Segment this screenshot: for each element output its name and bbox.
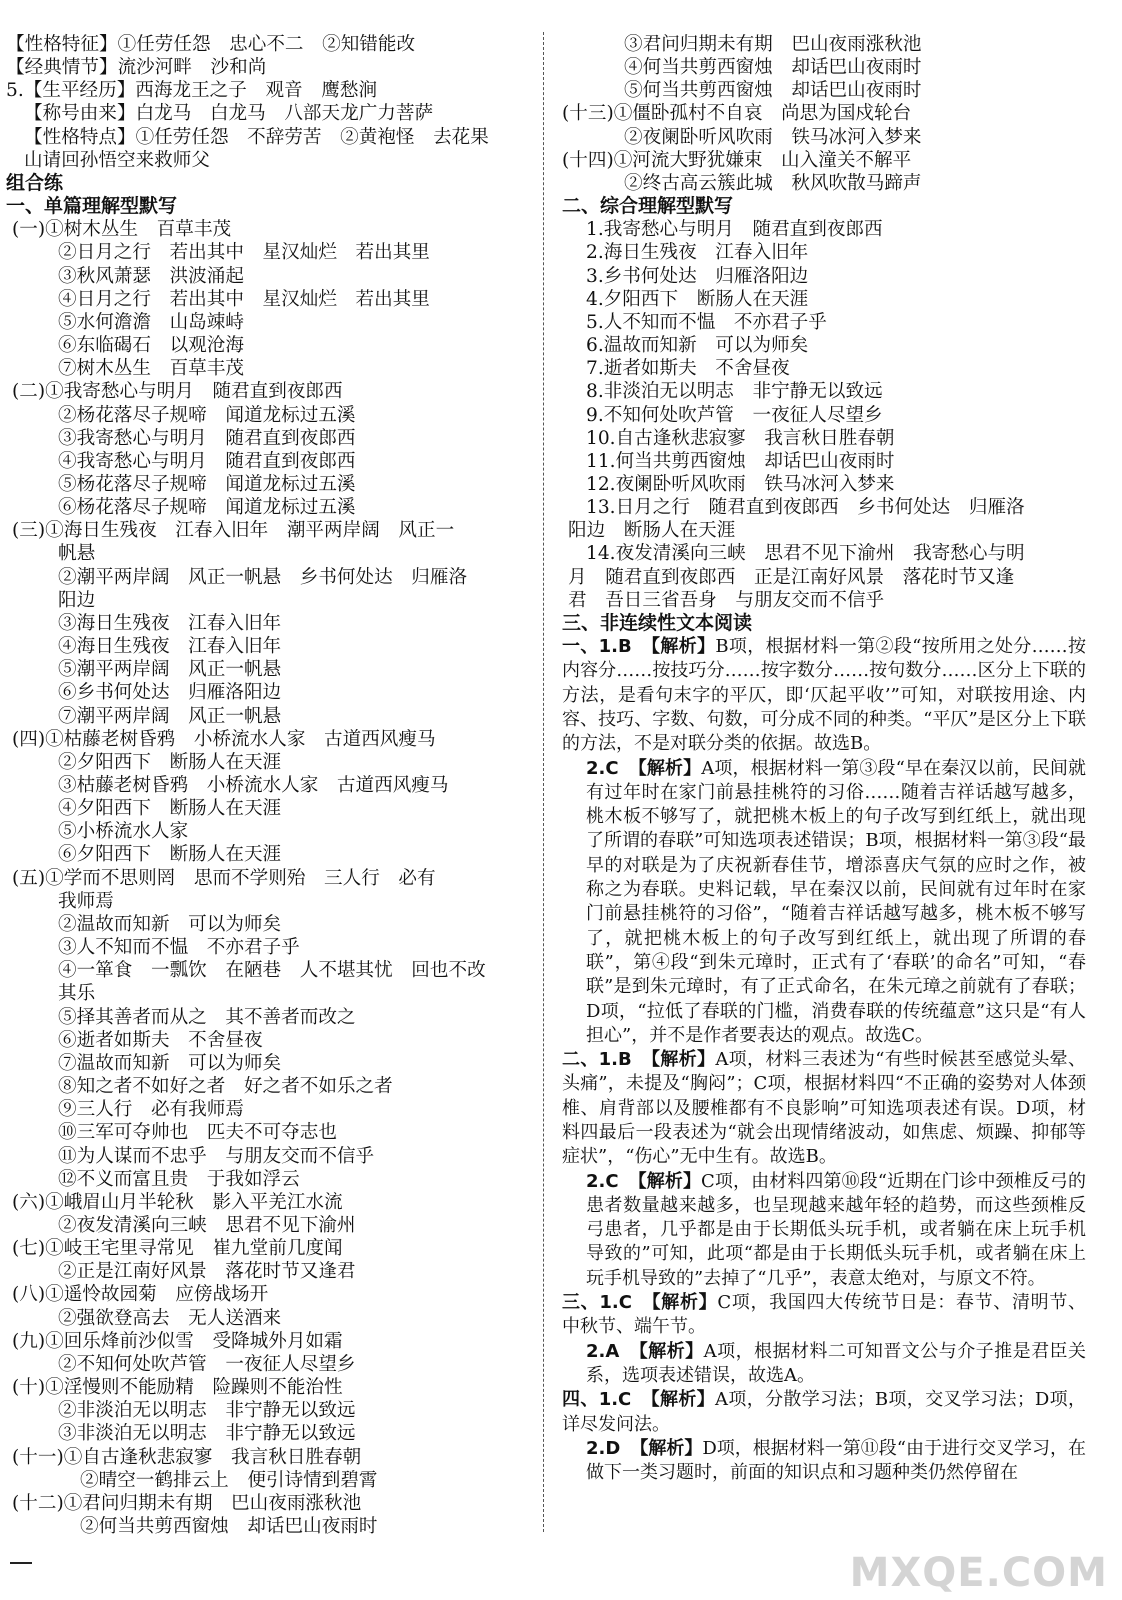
recitation-line: ③秋风萧瑟 洪波涌起 [58,265,244,287]
recitation-line: (十四)①河流大野犹嫌束 山入潼关不解平 [562,149,912,171]
answer-item [562,635,1086,756]
recitation-line: 2.海日生残夜 江春入旧年 [586,242,809,264]
analysis-text: C项，由材料四第⑩段“近期在门诊中颈椎反弓的患者数量越来越多，也呈现越来越年轻的趋势，而这些颈椎反弓患者，几乎都是由于长期低头玩手机，或者躺在床上玩手机导致的”可知，此项“都是由于长期低头玩手机，或者躺在床上玩手机导致的”去掉了“几乎”，表意太绝对，与原文不符。 [586,1170,1086,1289]
recitation-line: 13.日月之行 随君直到夜郎西 乡书何处达 归雁洛 [586,497,1025,519]
recitation-line: ②非淡泊无以明志 非宁静无以致远 [58,1400,356,1422]
left-column [6,33,526,1538]
recitation-line: ②晴空一鹤排云上 便引诗情到碧霄 [80,1469,378,1491]
answer-number: 四、1.C [562,1389,632,1411]
section-title: 组合练 [6,171,64,194]
answer-number: 2.C [586,757,619,779]
recitation-line: 阳边 [58,589,96,611]
recitation-line: ④一箪食 一瓢饮 在陋巷 人不堪其忧 回也不改 [58,960,486,982]
right-column [562,33,1086,1485]
analysis-tag: 【解析】 [628,1170,702,1192]
recitation-line: (十一)①自古逢秋悲寂寥 我言秋日胜春朝 [12,1446,362,1468]
non-continuous-reading-answers [562,635,1086,1485]
recitation-line: ⑤择其善者而从之 其不善者而改之 [58,1006,356,1028]
text-line: 【经典情节】流沙河畔 沙和尚 [6,57,267,79]
recitation-line: (十)①淫慢则不能励精 险躁则不能治性 [12,1377,343,1399]
part-title: 一、单篇理解型默写 [6,195,178,218]
recitation-line: ⑤水何澹澹 山岛竦峙 [58,311,244,333]
analysis-tag: 【解析】 [641,1049,716,1071]
analysis-text: D项，根据材料一第⑪段“由于进行交叉学习，在做下一类习题时，前面的知识点和习题种类仍然停留在 [586,1437,1086,1484]
recitation-line: (一)①树木丛生 百草丰茂 [12,219,232,241]
recitation-line: ⑩三军可夺帅也 匹夫不可夺志也 [58,1122,337,1144]
recitation-line: 3.乡书何处达 归雁洛阳边 [586,265,809,287]
answer-item [562,1340,1086,1389]
recitation-line: 7.逝者如斯夫 不舍昼夜 [586,358,790,380]
recitation-line: ③我寄愁心与明月 随君直到夜郎西 [58,427,356,449]
recitation-line: (三)①海日生残夜 江春入旧年 潮平两岸阔 风正一 [12,520,455,542]
recitation-line: ②杨花落尽子规啼 闻道龙标过五溪 [58,404,356,426]
analysis-text: A项，材料三表述为“有些时候甚至感觉头晕、头痛”，未提及“胸闷”；C项，根据材料四“不正确的姿势对人体颈椎、肩背部以及腰椎都有不良影响”可知选项表述有误。D项，材料四最后一段表述为“就会出现情绪波动，如焦虑、烦躁、抑郁等症状”，“伤心”无中生有。故选B。 [562,1049,1087,1168]
recitation-line: ③枯藤老树昏鸦 小桥流水人家 古道西风瘦马 [58,775,449,796]
footer-rule [10,1562,32,1564]
recitation-line: ⑥夕阳西下 断肠人在天涯 [58,844,282,866]
recitation-line: 君 吾日三省吾身 与朋友交而不信乎 [568,589,885,611]
recitation-line: 12.夜阑卧听风吹雨 铁马冰河入梦来 [586,473,895,495]
recitation-line: ③人不知而不愠 不亦君子乎 [58,937,300,959]
recitation-line: (六)①峨眉山月半轮秋 影入平羌江水流 [12,1191,343,1213]
analysis-text: A项，根据材料一第③段“早在秦汉以前，民间就有过年时在家门前悬挂桃符的习俗……随着吉祥话越写越多，桃木板不够写了，就把桃木板上的句子改写到红纸上，就出现了所谓的春联”可知选项表述错误；B项，根据材料一第③段“最早的对联是为了庆祝新春佳节，增添喜庆气氛的应时之作，被称之为春联。史料记载，早在秦汉以前，民间就有过年时在家门前悬挂桃符的习俗”，“随着吉祥话越写越多，桃木板不够写了，就把桃木板上的句子改写到红纸上，就出现了所谓的春联”，第④段“到朱元璋时，正式有了‘春联’的命名”可知，“春联”是到朱元璋时，有了正式命名，在朱元璋之前就有了春联；D项，“拉低了春联的门槛，消费春联的传统蕴意”这只是“有人担心”，并不是作者要表达的观点。故选C。 [586,757,1087,1046]
text-line: 【性格特点】①任劳任怨 不辞劳苦 ②黄袍怪 去花果 [24,126,489,148]
analysis-text: B项，根据材料一第②段“按所用之处分……按内容分……按技巧分……按字数分……按句数分……区分上下联的方法，是看句末字的平仄，即‘仄起平收’”可知，对联按用途、内容、技巧、字数、句数，可分成不同的种类。“平仄”是区分上下联的方法，不是对联分类的依据。故选B。 [562,636,1086,755]
recitation-line: ⑥杨花落尽子规啼 闻道龙标过五溪 [58,497,356,519]
answer-item [562,1170,1086,1291]
recitation-line: ④我寄愁心与明月 随君直到夜郎西 [58,450,356,472]
answer-number: 三、1.C [562,1292,632,1314]
recitation-line: ⑫不义而富且贵 于我如浮云 [58,1168,300,1190]
recitation-line: ③非淡泊无以明志 非宁静无以致远 [58,1423,356,1445]
recitation-line: (二)①我寄愁心与明月 随君直到夜郎西 [12,381,343,403]
recitation-line: 帆悬 [58,543,96,565]
column-divider [543,32,544,1532]
recitation-line: ④日月之行 若出其中 星汉灿烂 若出其里 [58,288,430,310]
recitation-line: (四)①枯藤老树昏鸦 小桥流水人家 古道西风瘦马 [12,728,436,750]
recitation-line: ⑥逝者如斯夫 不舍昼夜 [58,1029,263,1051]
recitation-line: ②日月之行 若出其中 星汉灿烂 若出其里 [58,242,430,264]
analysis-text: A项，分散学习法；B项，交叉学习法；D项，详尽发问法。 [562,1389,1086,1435]
answer-item [562,1291,1086,1340]
recitation-line: ③君问归期未有期 巴山夜雨涨秋池 [624,34,922,55]
recitation-line: ②强欲登高去 无人送酒来 [58,1307,282,1329]
watermark-logo: MXQE.COM [849,1550,1108,1596]
answer-item [562,757,1086,1049]
recitation-line: (十三)①僵卧孤村不自哀 尚思为国戍轮台 [562,103,912,125]
recitation-line: (七)①岐王宅里寻常见 崔九堂前几度闻 [12,1238,343,1260]
recitation-line: ⑥东临碣石 以观沧海 [58,335,244,357]
recitation-line: ⑥乡书何处达 归雁洛阳边 [58,682,282,704]
recitation-line: ⑪为人谋而不忠乎 与朋友交而不信乎 [58,1145,375,1167]
recitation-line: 11.何当共剪西窗烛 却话巴山夜雨时 [586,450,895,472]
answer-item [562,1048,1086,1169]
text-line: 山请回孙悟空来救师父 [24,149,210,171]
recitation-line: (五)①学而不思则罔 思而不学则殆 三人行 必有 [12,867,436,889]
analysis-tag: 【解析】 [641,1389,716,1411]
recitation-line: (八)①遥怜故园菊 应傍战场开 [12,1284,269,1306]
left-top-block [6,33,526,172]
recitation-line: ⑦树木丛生 百草丰茂 [58,358,244,380]
recitation-line: 月 随君直到夜郎西 正是江南好风景 落花时节又逢 [568,566,1015,588]
recitation-line: (十二)①君问归期未有期 巴山夜雨涨秋池 [12,1492,362,1514]
recitation-line: ④夕阳西下 断肠人在天涯 [58,798,282,820]
answer-number: 2.A [586,1340,620,1362]
answer-item [562,1437,1086,1486]
analysis-tag: 【解析】 [630,1437,703,1459]
recitation-line: 1.我寄愁心与明月 随君直到夜郎西 [586,219,883,241]
analysis-tag: 【解析】 [641,636,716,658]
analysis-text: C项，我国四大传统节日是：春节、清明节、中秋节、端午节。 [562,1292,1087,1338]
recitation-line: 10.自古逢秋悲寂寥 我言秋日胜春朝 [586,427,895,449]
recitation-line: ④何当共剪西窗烛 却话巴山夜雨时 [624,57,922,79]
recitation-line: ④海日生残夜 江春入旧年 [58,636,282,658]
recitation-line: ②潮平两岸阔 风正一帆悬 乡书何处达 归雁洛 [58,566,468,588]
recitation-line: 我师焉 [58,890,114,912]
recitation-line: ②夕阳西下 断肠人在天涯 [58,751,282,773]
recitation-line: ②温故而知新 可以为师矣 [58,913,282,935]
recitation-line: ⑤潮平两岸阔 风正一帆悬 [58,659,282,681]
recitation-line: (九)①回乐烽前沙似雪 受降城外月如霜 [12,1330,343,1352]
recitation-line: ②夜阑卧听风吹雨 铁马冰河入梦来 [624,126,922,148]
answer-number: 2.D [586,1437,621,1459]
analysis-tag: 【解析】 [628,757,702,779]
recitation-line: ②不知何处吹芦管 一夜征人尽望乡 [58,1353,356,1375]
recitation-line: 6.温故而知新 可以为师矣 [586,335,809,357]
analysis-tag: 【解析】 [641,1292,718,1314]
recitation-line: 阳边 断肠人在天涯 [568,520,736,542]
part-title: 三、非连续性文本阅读 [562,611,753,634]
single-poem-recitation-list [6,218,526,1538]
recitation-line: ②何当共剪西窗烛 却话巴山夜雨时 [80,1516,378,1537]
recitation-line: ⑧知之者不如好之者 好之者不如乐之者 [58,1076,393,1098]
answer-number: 二、1.B [562,1049,632,1071]
recitation-line: 其乐 [58,983,96,1005]
recitation-line: 14.夜发清溪向三峡 思君不见下渝州 我寄愁心与明 [586,543,1025,565]
recitation-line: ②正是江南好风景 落花时节又逢君 [58,1261,356,1283]
recitation-line: ⑦温故而知新 可以为师矣 [58,1052,282,1074]
recitation-line: ⑤杨花落尽子规啼 闻道龙标过五溪 [58,473,356,495]
answer-number: 2.C [586,1170,619,1192]
answer-number: 一、1.B [562,636,632,658]
recitation-line: ⑤小桥流水人家 [58,821,189,843]
recitation-continued-list [562,33,1086,195]
answer-item [562,1388,1086,1437]
recitation-line: ②终古高云簇此城 秋风吹散马蹄声 [624,172,922,194]
text-line: 5.【生平经历】西海龙王之子 观音 鹰愁涧 [6,80,378,102]
recitation-line: 4.夕阳西下 断肠人在天涯 [586,288,809,310]
recitation-line: 5.人不知而不愠 不亦君子乎 [586,311,827,333]
recitation-line: ③海日生残夜 江春入旧年 [58,612,282,634]
analysis-tag: 【解析】 [629,1340,704,1362]
recitation-line: 8.非淡泊无以明志 非宁静无以致远 [586,381,883,403]
recitation-line: ②夜发清溪向三峡 思君不见下渝州 [58,1214,356,1236]
analysis-text: A项，根据材料二可知晋文公与介子推是君臣关系，选项表述错误，故选A。 [586,1340,1086,1386]
recitation-line: ⑤何当共剪西窗烛 却话巴山夜雨时 [624,80,922,102]
recitation-line: ⑨三人行 必有我师焉 [58,1099,244,1121]
text-line: 【性格特征】①任劳任怨 忠心不二 ②知错能改 [6,34,416,55]
text-line: 【称号由来】白龙马 白龙马 八部天龙广力菩萨 [24,103,434,125]
recitation-line: ⑦潮平两岸阔 风正一帆悬 [58,705,282,727]
comprehensive-recitation-list [562,218,1086,612]
part-title: 二、综合理解型默写 [562,195,734,218]
recitation-line: 9.不知何处吹芦管 一夜征人尽望乡 [586,404,883,426]
